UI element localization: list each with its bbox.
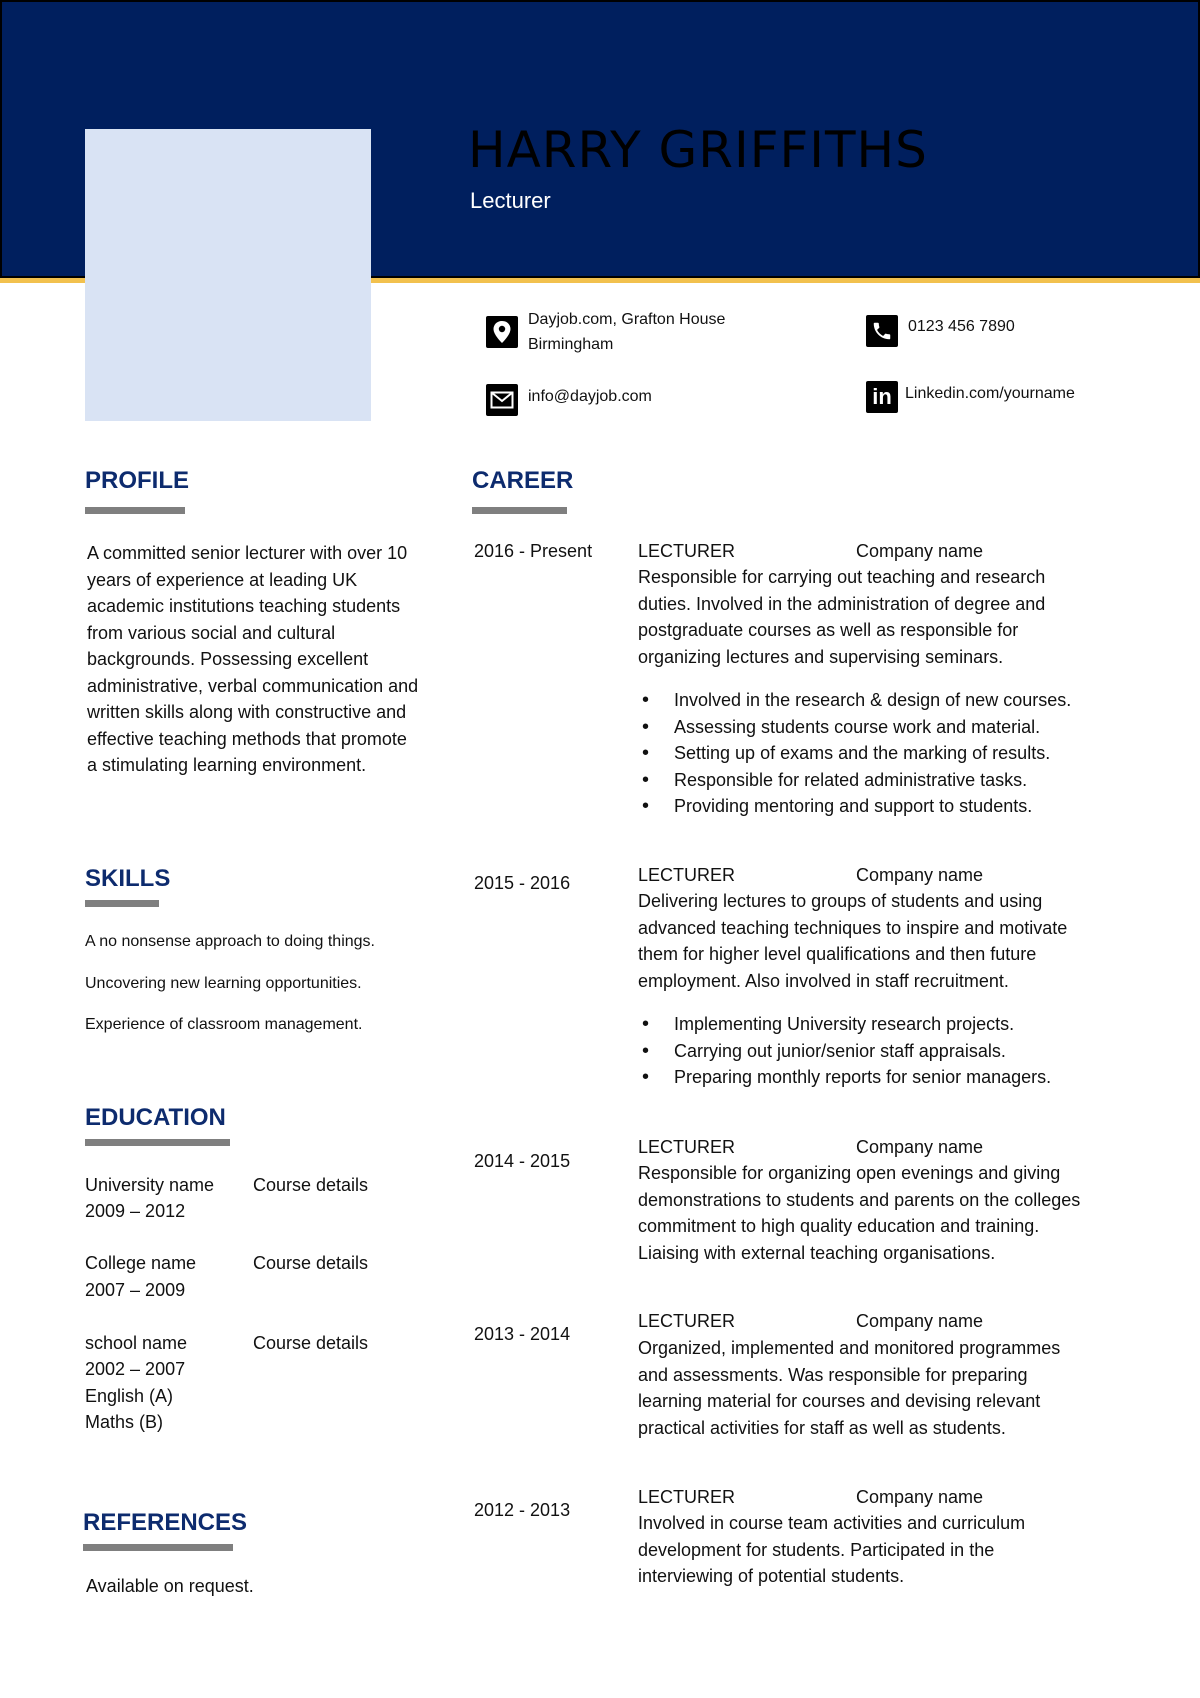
- references-heading-rule: [83, 1544, 233, 1551]
- phone-icon: [866, 315, 898, 347]
- map-pin-icon: [486, 316, 518, 348]
- job-bullet: • Assessing students course work and material.: [638, 714, 1071, 741]
- education-course-details: Course details: [253, 1333, 369, 1353]
- candidate-name: HARRY GRIFFITHS: [468, 121, 928, 179]
- job-role: LECTURER: [638, 1137, 736, 1157]
- career-heading: CAREER: [472, 467, 574, 494]
- education-course-details: Course details: [253, 1175, 369, 1195]
- linkedin-icon: in: [866, 381, 898, 413]
- job-description: Responsible for carrying out teaching and research duties. Involved in the administration of degree and postgraduate courses as well as responsible for organizing lectures and supervising seminars.: [638, 567, 1046, 667]
- profile-heading: PROFILE: [85, 467, 190, 494]
- job-role: LECTURER: [638, 541, 736, 561]
- education-grade: English (A): [85, 1386, 174, 1406]
- references-text: Available on request.: [86, 1576, 254, 1596]
- job-bullet: • Providing mentoring and support to students.: [638, 793, 1071, 820]
- job-dates: 2015 - 2016: [474, 873, 571, 893]
- contact-address-line1: Dayjob.com, Grafton House: [528, 311, 726, 328]
- candidate-title: Lecturer: [470, 188, 551, 213]
- skill-item: A no nonsense approach to doing things.: [85, 933, 375, 950]
- career-heading-rule: [472, 507, 567, 514]
- job-dates: 2014 - 2015: [474, 1151, 571, 1171]
- education-heading: EDUCATION: [85, 1104, 226, 1131]
- job-bullet: • Setting up of exams and the marking of results.: [638, 740, 1071, 767]
- contact-phone: 0123 456 7890: [908, 318, 1015, 335]
- job-role: LECTURER: [638, 865, 736, 885]
- skills-heading: SKILLS: [85, 865, 171, 892]
- education-course-details: Course details: [253, 1253, 369, 1273]
- job-description: Delivering lectures to groups of students and using advanced teaching techniques to inspire and motivate them for higher level qualifications and then future employment. Also involved in staff recruitment.: [638, 891, 1068, 991]
- contact-email: info@dayjob.com: [528, 388, 652, 405]
- education-grade: Maths (B): [85, 1412, 164, 1432]
- skill-item: Experience of classroom management.: [85, 1016, 363, 1033]
- job-company: Company name: [856, 1487, 984, 1507]
- job-company: Company name: [856, 1137, 984, 1157]
- job-description: Involved in course team activities and curriculum development for students. Participated in the interviewing of potential students.: [638, 1513, 1026, 1586]
- job-dates: 2012 - 2013: [474, 1500, 571, 1520]
- education-years: 2002 – 2007: [85, 1359, 186, 1379]
- job-description: Responsible for organizing open evenings and giving demonstrations to students and parents on the colleges commitment to high quality education and training. Liaising with external teaching organisations.: [638, 1163, 1081, 1263]
- job-role: LECTURER: [638, 1487, 736, 1507]
- references-heading: REFERENCES: [83, 1509, 248, 1536]
- job-company: Company name: [856, 1311, 984, 1331]
- contact-linkedin: Linkedin.com/yourname: [905, 385, 1075, 402]
- skills-heading-rule: [85, 900, 159, 907]
- job-bullet: • Carrying out junior/senior staff appraisals.: [638, 1038, 1051, 1065]
- profile-photo-placeholder: [85, 129, 371, 421]
- profile-text: A committed senior lecturer with over 10 years of experience at leading UK academic institutions teaching students from various social and cultural backgrounds. Possessing excellent administrative, verbal communication and written skills along with constructive and effective teaching methods that promote a stimulating learning environment.: [87, 543, 419, 775]
- envelope-icon: [486, 384, 518, 416]
- job-bullet: • Preparing monthly reports for senior managers.: [638, 1064, 1051, 1091]
- job-dates: 2016 - Present: [474, 541, 593, 561]
- job-bullets: [638, 687, 1071, 820]
- job-company: Company name: [856, 541, 984, 561]
- skill-item: Uncovering new learning opportunities.: [85, 975, 362, 992]
- education-years: 2009 – 2012: [85, 1201, 186, 1221]
- job-description: Organized, implemented and monitored programmes and assessments. Was responsible for preparing learning material for courses and devising relevant practical activities for staff as well as students.: [638, 1338, 1061, 1438]
- education-institution: University name: [85, 1175, 215, 1195]
- profile-heading-rule: [85, 507, 185, 514]
- education-institution: school name: [85, 1333, 188, 1353]
- job-role: LECTURER: [638, 1311, 736, 1331]
- job-dates: 2013 - 2014: [474, 1324, 571, 1344]
- education-years: 2007 – 2009: [85, 1280, 186, 1300]
- job-bullet: • Involved in the research & design of new courses.: [638, 687, 1071, 714]
- education-institution: College name: [85, 1253, 197, 1273]
- education-heading-rule: [85, 1139, 230, 1146]
- job-company: Company name: [856, 865, 984, 885]
- contact-address-line2: Birmingham: [528, 336, 614, 353]
- job-bullets: [638, 1011, 1051, 1091]
- job-bullet: • Responsible for related administrative tasks.: [638, 767, 1071, 794]
- job-bullet: • Implementing University research projects.: [638, 1011, 1051, 1038]
